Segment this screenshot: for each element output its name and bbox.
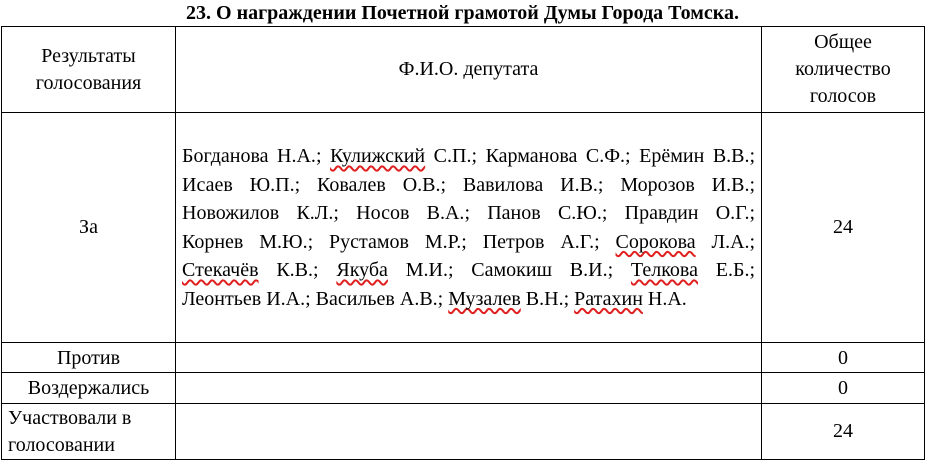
deputy-name: Стекачёв К.В.; xyxy=(182,259,319,281)
deputy-name: Богданова Н.А.; xyxy=(182,145,322,167)
total-participated: 24 xyxy=(762,404,925,460)
deputy-surname: Карманова xyxy=(485,145,578,167)
header-total-votes: Общее количество голосов xyxy=(762,27,925,113)
deputy-surname: Ковалев xyxy=(316,173,386,196)
deputy-surname: Сорокова xyxy=(615,230,696,253)
deputy-name: Телкова Е.Б.; xyxy=(630,259,756,281)
result-label-for: За xyxy=(2,113,176,343)
deputy-initials: В.Н. xyxy=(525,287,564,310)
deputy-surname: Петров xyxy=(482,230,545,253)
table-row-participated xyxy=(2,404,925,460)
table-header-row xyxy=(2,27,925,113)
deputy-initials: И.В. xyxy=(711,173,750,196)
voting-results-table xyxy=(1,26,925,460)
deputy-surname: Самокиш xyxy=(471,259,552,281)
deputy-initials: М.Ю. xyxy=(259,230,308,253)
header-voting-results: Результаты голосования xyxy=(2,27,176,113)
header-deputy-name: Ф.И.О. депутата xyxy=(176,27,762,113)
total-abstained: 0 xyxy=(762,373,925,404)
deputy-initials: К.В. xyxy=(276,259,314,281)
result-label-abstained: Воздержались xyxy=(2,373,176,404)
deputy-name: Рустамов М.Р.; xyxy=(329,230,467,253)
deputy-name: Ковалев О.В.; xyxy=(316,173,447,196)
result-label-against: Против xyxy=(2,343,176,373)
page-title: 23. О награждении Почетной грамотой Думы Города Томска. xyxy=(186,2,739,24)
deputy-names-abstained xyxy=(176,373,762,404)
deputy-initials: М.Р. xyxy=(424,230,462,253)
deputy-surname: Морозов xyxy=(620,173,695,196)
deputy-initials: О.В. xyxy=(402,173,441,196)
deputy-name: Ерёмин В.В.; xyxy=(639,145,756,167)
deputy-initials: С.Ю. xyxy=(557,202,602,224)
deputy-surname: Вавилова xyxy=(462,173,544,196)
deputy-name: Морозов И.В.; xyxy=(620,173,756,196)
deputy-surname: Богданова xyxy=(182,145,269,167)
deputy-initials: С.П. xyxy=(433,145,472,167)
deputy-surname: Васильев xyxy=(315,287,395,310)
deputy-initials: И.А. xyxy=(266,287,306,310)
deputy-name: Музалев В.Н.; xyxy=(448,287,570,310)
deputy-initials: А.Г. xyxy=(560,230,595,253)
deputy-initials: Ю.П. xyxy=(249,173,295,196)
deputy-surname: Новожилов xyxy=(182,202,280,224)
table-row-abstained xyxy=(2,373,925,404)
table-row-for xyxy=(2,113,925,343)
deputy-initials: В.И. xyxy=(569,259,608,281)
deputy-initials: О.Г. xyxy=(715,202,750,224)
result-label-participated: Участвовали в голосовании xyxy=(2,404,176,460)
deputy-surname: Музалев xyxy=(448,287,521,310)
deputy-name: Корнев М.Ю.; xyxy=(182,230,314,253)
deputy-name: Кулижский С.П.; xyxy=(330,145,478,167)
deputy-surname: Телкова xyxy=(630,259,698,281)
deputy-surname: Кулижский xyxy=(330,145,426,167)
deputy-names-participated xyxy=(176,404,762,460)
deputy-name: Карманова С.Ф.; xyxy=(485,145,631,167)
deputy-surname: Рустамов xyxy=(329,230,409,253)
deputy-initials: И.В. xyxy=(560,173,598,196)
deputy-initials: С.Ф. xyxy=(585,145,626,167)
deputy-surname: Якуба xyxy=(336,259,388,281)
deputy-surname: Леонтьев xyxy=(182,287,262,310)
deputy-name: Вавилова И.В.; xyxy=(462,173,604,196)
deputy-name: Леонтьев И.А.; xyxy=(182,287,311,310)
deputy-initials: Л.А. xyxy=(711,230,750,253)
deputy-initials: В.В. xyxy=(712,145,750,167)
deputy-name: Новожилов К.Л.; xyxy=(182,202,339,224)
deputy-names-against xyxy=(176,343,762,373)
deputy-initials: Н.А. xyxy=(277,145,316,167)
deputy-name: Сорокова Л.А.; xyxy=(615,230,756,253)
deputy-names-list xyxy=(182,142,755,313)
deputy-name: Панов С.Ю.; xyxy=(487,202,608,224)
deputy-initials: В.А. xyxy=(426,202,465,224)
deputy-initials: К.Л. xyxy=(296,202,334,224)
total-against: 0 xyxy=(762,343,925,373)
deputy-initials: А.В. xyxy=(399,287,438,310)
deputy-name: Васильев А.В.; xyxy=(315,287,444,310)
deputy-name: Правдин О.Г.; xyxy=(624,202,756,224)
deputy-surname: Стекачёв xyxy=(182,259,259,281)
deputy-surname: Ратахин xyxy=(574,287,643,310)
deputy-surname: Корнев xyxy=(182,230,244,253)
deputy-name: Исаев Ю.П.; xyxy=(182,173,301,196)
total-for: 24 xyxy=(762,113,925,343)
deputy-initials: Н.А. xyxy=(647,287,687,310)
deputy-surname: Исаев xyxy=(182,173,233,196)
table-row-against xyxy=(2,343,925,373)
deputy-surname: Ерёмин xyxy=(639,145,705,167)
deputy-names-cell xyxy=(176,113,762,343)
deputy-surname: Панов xyxy=(487,202,541,224)
deputy-name: Самокиш В.И.; xyxy=(471,259,614,281)
deputy-initials: М.И. xyxy=(405,259,448,281)
deputy-name xyxy=(574,288,687,310)
deputy-name: Носов В.А.; xyxy=(356,202,470,224)
deputy-surname: Носов xyxy=(356,202,410,224)
deputy-name: Якуба М.И.; xyxy=(336,259,454,281)
deputy-name: Петров А.Г.; xyxy=(482,230,600,253)
deputy-surname: Правдин xyxy=(624,202,699,224)
deputy-initials: Е.Б. xyxy=(715,259,750,281)
